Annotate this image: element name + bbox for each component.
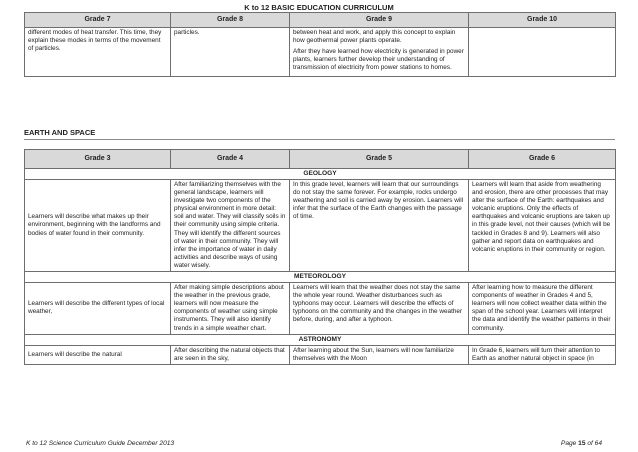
header-grade-10: Grade 10 <box>469 13 616 28</box>
astronomy-grade-5: After learning about the Sun, learners will now familiarize themselves with the Moon <box>290 345 469 364</box>
geology-grade-5: In this grade level, learners will learn that our surroundings do not stay the same forever. For example, rocks undergo weathering and soil is carried away by erosion. Learners will infer that the surface of the Earth changes with the passage of time. <box>290 180 469 272</box>
band-meteorology: METEOROLOGY <box>25 272 616 283</box>
cell-grade-9 <box>290 28 469 77</box>
meteorology-grade-3: Learners will describe the different types of local weather, <box>25 283 171 335</box>
meteorology-grade-5: Learners will learn that the weather does not stay the same the whole year round. Weather disturbances such as typhoons may occur. Learners will describe the effects of typhoons on the community and the changes in the weather before, during, and after a typhoon. <box>290 283 469 335</box>
grade-9-paragraph-2: After they have learned how electricity is generated in power plants, learners further develop their understanding of transmission of electricity from power stations to homes. <box>293 48 464 72</box>
header-grade-4: Grade 4 <box>171 150 290 169</box>
header-grade-3: Grade 3 <box>25 150 171 169</box>
meteorology-grade-6: After learning how to measure the different components of weather in Grades 4 and 5, learners will now collect weather data within the span of the school year. Learners will interpret the data and identify the weather patterns in their community. <box>469 283 616 335</box>
main-header-row <box>25 150 616 169</box>
table-row <box>25 28 616 77</box>
band-astronomy: ASTRONOMY <box>25 334 616 345</box>
meteorology-grade-4: After making simple descriptions about the weather in the previous grade, learners will now measure the components of weather using simple instruments. They will also identify trends in a simple weather chart. <box>171 283 290 335</box>
page-current: 15 <box>578 440 586 447</box>
document-title: K to 12 BASIC EDUCATION CURRICULUM <box>244 3 394 12</box>
page-suffix: of 64 <box>585 440 602 447</box>
table-row <box>25 345 616 364</box>
astronomy-grade-4: After describing the natural objects that are seen in the sky, <box>171 345 290 364</box>
header-grade-7: Grade 7 <box>25 13 171 28</box>
table-row <box>25 180 616 272</box>
cell-grade-8: particles. <box>171 28 290 77</box>
header-grade-5: Grade 5 <box>290 150 469 169</box>
astronomy-grade-3: Learners will describe the natural <box>25 345 171 364</box>
geology-grade-4: After familiarizing themselves with the general landscape, learners will investigate two components of the physical environment in more detail: soil and water. They will classify soils in their community using simple criteria. They will identify the different sources of water in their community. They will infer the importance of water in daily activities and describe ways of using water wisely. <box>171 180 290 272</box>
top-grade-table <box>24 12 616 77</box>
header-grade-8: Grade 8 <box>171 13 290 28</box>
section-heading: EARTH AND SPACE <box>24 128 96 137</box>
cell-grade-10 <box>469 28 616 77</box>
header-grade-6: Grade 6 <box>469 150 616 169</box>
earth-space-table <box>24 149 616 365</box>
page-prefix: Page <box>560 440 579 447</box>
band-geology: GEOLOGY <box>25 169 616 180</box>
footer-page-number <box>561 440 602 447</box>
grade-9-paragraph-1: between heat and work, and apply this concept to explain how geothermal power plants operate. <box>293 29 456 45</box>
band-row-geology <box>25 169 616 180</box>
geology-grade-6: Learners will learn that aside from weathering and erosion, there are other processes that may alter the surface of the Earth: earthquakes and volcanic eruptions. Only the effects of earthquakes and volcanic eruptions are taken up in this grade level, not their causes (which will be tackled in Grades 8 and 9). Learners will also gather and report data on earthquakes and volcanic eruptions in their community or region. <box>469 180 616 272</box>
geology-grade-3: Learners will describe what makes up their environment, beginning with the landforms and bodies of water found in their community. <box>25 180 171 272</box>
top-header-row <box>25 13 616 28</box>
astronomy-grade-6: In Grade 6, learners will turn their attention to Earth as another natural object in space (in <box>469 345 616 364</box>
band-row-meteorology <box>25 272 616 283</box>
table-row <box>25 283 616 335</box>
section-divider <box>24 139 615 140</box>
header-grade-9: Grade 9 <box>290 13 469 28</box>
band-row-astronomy <box>25 334 616 345</box>
cell-grade-7: different modes of heat transfer. This time, they explain these modes in terms of the movement of particles. <box>25 28 171 77</box>
footer-document-name: K to 12 Science Curriculum Guide December 2013 <box>26 440 175 447</box>
